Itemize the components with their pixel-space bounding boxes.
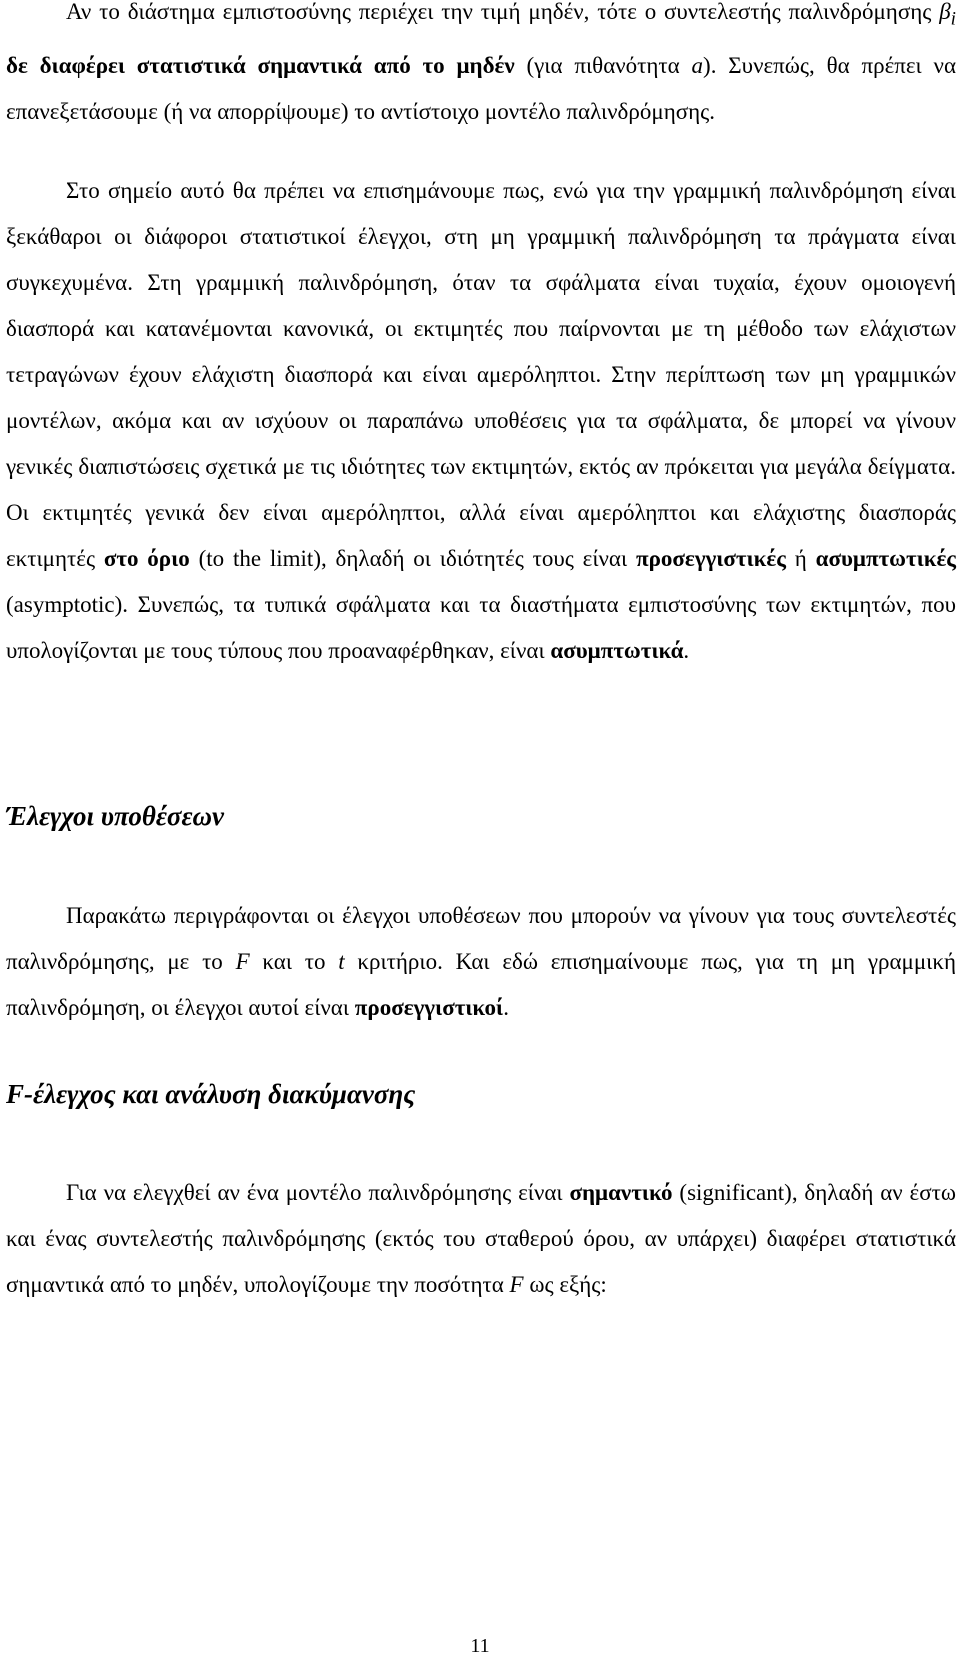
text-run: . (683, 638, 690, 663)
text-run: Αν το διάστημα εμπιστοσύνης περιέχει την τιμή μηδέν, τότε ο συντελεστής παλινδρόμησης (66, 0, 940, 24)
paragraph-ci-zero-text (6, 0, 956, 135)
paragraph-nonlinear-regression (6, 168, 956, 674)
section-heading-hypothesis-tests: Έλεγχοι υποθέσεων (6, 801, 225, 831)
text-run: κριτήριο. Και εδώ επισημαίνουμε πως, για τη μη γραμμική παλινδρόμηση, οι έλεγχοι αυτοί είναι (6, 949, 956, 1020)
page-number: 11 (470, 1635, 490, 1657)
bold-phrase: προσεγγιστικές (636, 546, 786, 571)
f-symbol: F (235, 949, 250, 974)
text-run: (asymptotic). Συνεπώς, τα τυπικά σφάλματα και τα διαστήματα εμπιστοσύνης των εκτιμητών, που υπολογίζονται με τους τύπους που προαναφέρθηκαν, είναι (6, 592, 956, 663)
paragraph-f-test (6, 1170, 956, 1308)
text-run: ή (785, 546, 816, 571)
text-run: ). Συνεπώς, θα πρέπει να επανεξετάσουμε (ή να απορρίψουμε) το αντίστοιχο μοντέλο παλινδρόμησης. (6, 52, 956, 124)
text-run: Παρακάτω περιγράφονται οι έλεγχοι υποθέσεων που μπορούν να γίνουν για τους συντελεστές παλινδρόμησης, με το (6, 903, 956, 974)
text-run: (to the limit), δηλαδή οι ιδιότητές τους είναι (189, 546, 636, 571)
f-symbol: F (509, 1272, 524, 1297)
paragraph-ci-zero (6, 0, 956, 135)
bold-phrase: στο όριο (103, 546, 190, 571)
beta-subscript: i (950, 8, 956, 30)
t-symbol: t (338, 949, 345, 974)
bold-phrase: ασυμπτωτικές (815, 546, 957, 571)
text-run: και το (249, 949, 339, 974)
bold-phrase: ασυμπτωτικά (550, 638, 684, 663)
text-run: (για πιθανότητα (514, 52, 692, 78)
bold-phrase: προσεγγιστικοί (354, 995, 504, 1020)
paragraph-nonlinear-regression-text (6, 168, 956, 674)
text-run: . (503, 995, 509, 1020)
bold-phrase: δε διαφέρει στατιστικά σημαντικά από το μηδέν (6, 52, 515, 78)
text-run: (significant), δηλαδή αν έστω και ένας συντελεστής παλινδρόμησης (εκτός του σταθερού όρου, αν υπάρχει) διαφέρει στατιστικά σημαντικά από το μηδέν, υπολογίζουμε την ποσότητα (6, 1180, 956, 1297)
text-run: ως εξής: (523, 1272, 607, 1297)
paragraph-hypothesis-tests (6, 893, 956, 1031)
text-run: Για να ελεγχθεί αν ένα μοντέλο παλινδρόμησης είναι (66, 1180, 570, 1205)
text-run: Στο σημείο αυτό θα πρέπει να επισημάνουμε πως, ενώ για την γραμμική παλινδρόμηση είναι ξεκάθαροι οι διάφοροι στατιστικοί έλεγχοι, στη μη γραμμική παλινδρόμηση τα πράγματα είναι συγκεχυμένα. Στη γραμμική παλινδρόμηση, όταν τα σφάλματα είναι τυχαία, έχουν ομοιογενή διασπορά και κατανέμονται κανονικά, οι εκτιμητές που παίρνονται με τη μέθοδο των ελάχιστων τετραγώνων έχουν ελάχιστη διασπορά και είναι αμερόληπτοι. Στην περίπτωση των μη γραμμικών μοντέλων, ακόμα και αν ισχύουν οι παραπάνω υποθέσεις για τα σφάλματα, δε μπορεί να γίνουν γενικές διαπιστώσεις σχετικά με τις ιδιότητες των εκτιμητών, εκτός αν πρόκειται για μεγάλα δείγματα. Οι εκτιμητές γενικά δεν είναι αμερόληπτοι, αλλά είναι αμερόληπτοι και ελάχιστης διασποράς εκτιμητές (6, 178, 956, 571)
bold-phrase: σημαντικό (569, 1180, 673, 1205)
alpha-symbol: a (691, 52, 704, 78)
paragraph-hypothesis-tests-text (6, 893, 956, 1031)
paragraph-f-test-text (6, 1170, 956, 1308)
beta-symbol: $\beta_i$ (939, 0, 956, 30)
section-heading-f-test: F-έλεγχος και ανάλυση διακύμανσης (6, 1079, 416, 1109)
